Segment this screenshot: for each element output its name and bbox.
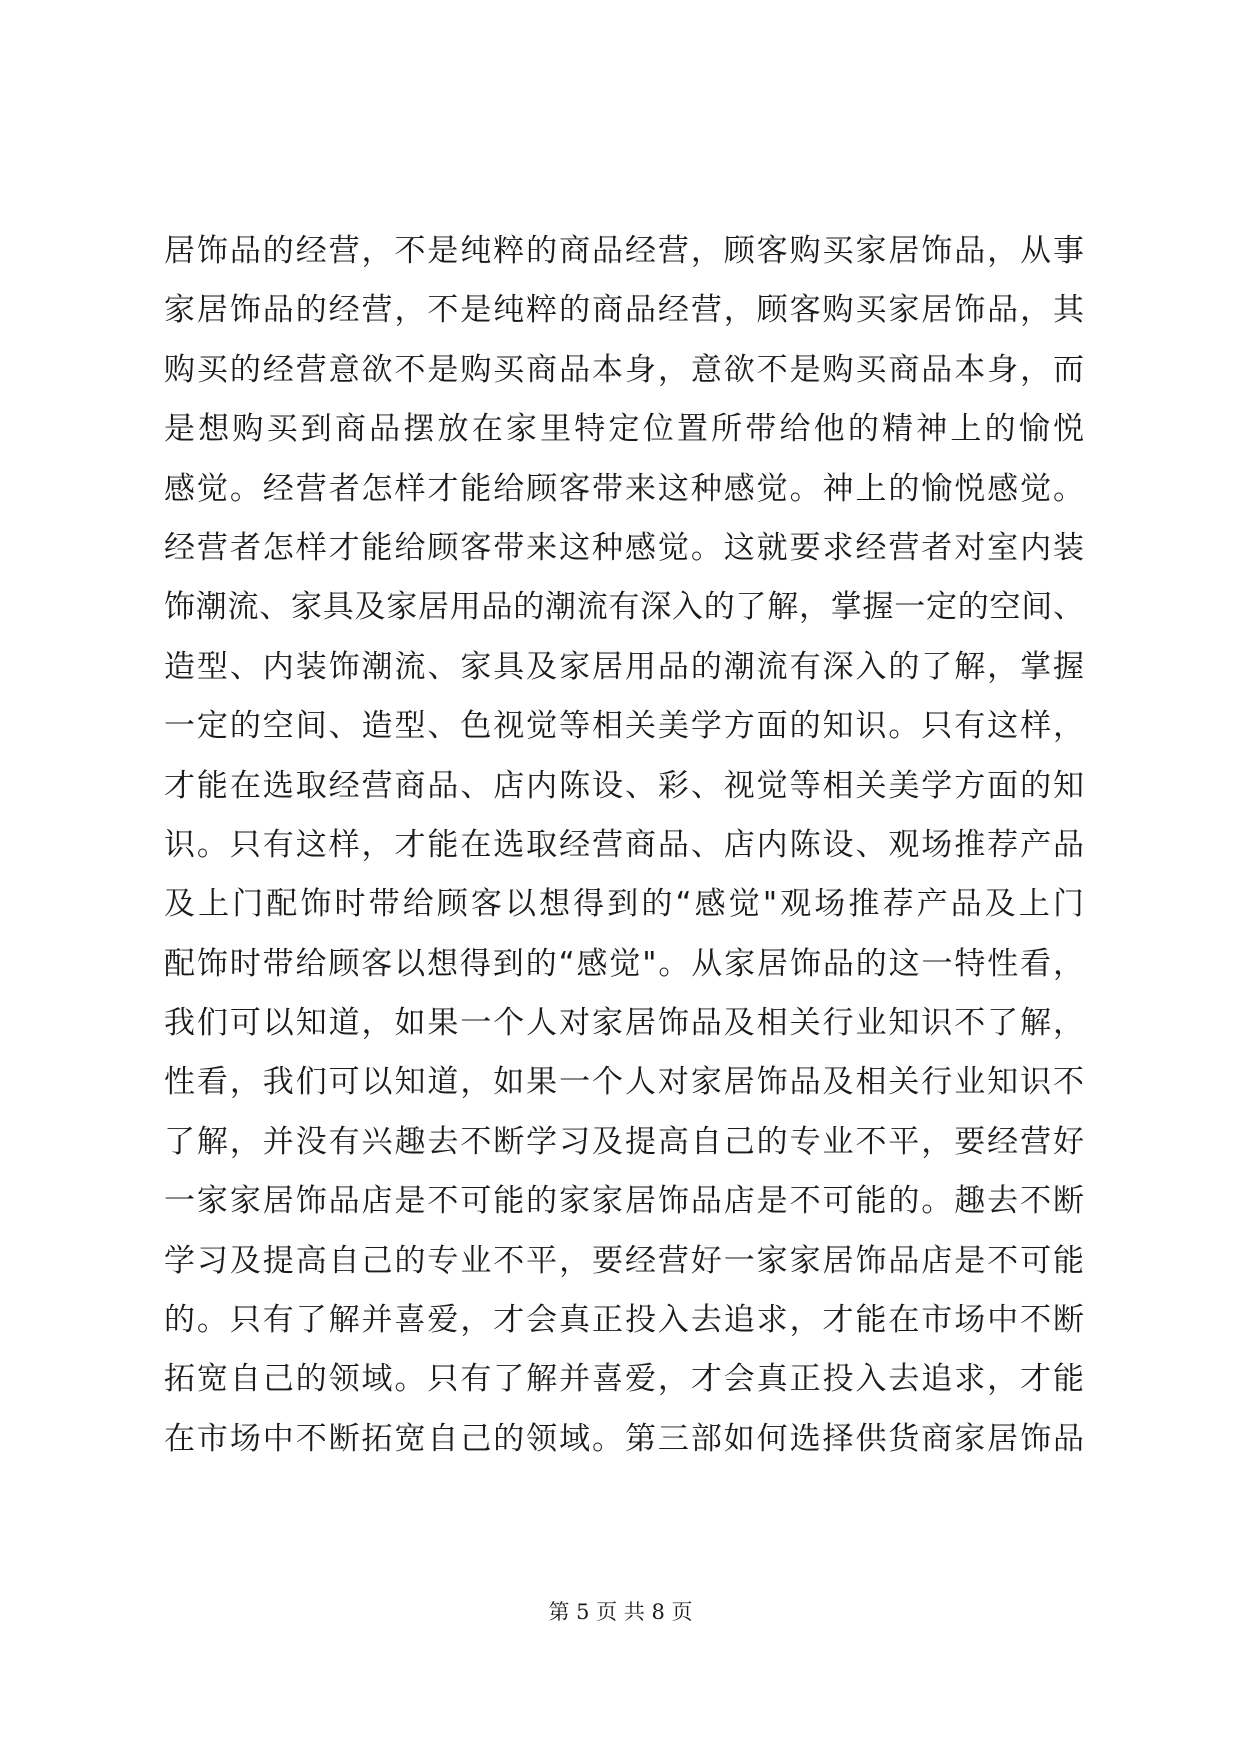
text-line: 购买的经营意欲不是购买商品本身，意欲不是购买商品本身，而 [164, 351, 1084, 388]
text-line: 家居饰品的经营，不是纯粹的商品经营，顾客购买家居饰品，其 [164, 292, 1084, 329]
text-line: 的。只有了解并喜爱，才会真正投入去追求，才能在市场中不断 [164, 1302, 1084, 1339]
text-line: 一家家居饰品店是不可能的家家居饰品店是不可能的。趣去不断 [164, 1183, 1084, 1220]
text-line: 居饰品的经营，不是纯粹的商品经营，顾客购买家居饰品，从事 [164, 233, 1084, 269]
text-line: 拓宽自己的领域。只有了解并喜爱，才会真正投入去追求，才能 [164, 1361, 1084, 1398]
text-line: 在市场中不断拓宽自己的领域。第三部如何选择供货商家居饰品 [164, 1420, 1084, 1457]
text-line: 造型、内装饰潮流、家具及家居用品的潮流有深入的了解，掌握 [164, 648, 1084, 685]
text-line: 是想购买到商品摆放在家里特定位置所带给他的精神上的愉悦 [164, 411, 1084, 448]
text-line: 识。只有这样，才能在选取经营商品、店内陈设、观场推荐产品 [164, 826, 1084, 863]
text-line: 配饰时带给顾客以想得到的“感觉"。从家居饰品的这一特性看， [164, 945, 1084, 982]
text-line: 及上门配饰时带给顾客以想得到的“感觉"观场推荐产品及上门 [164, 886, 1084, 923]
text-line: 才能在选取经营商品、店内陈设、彩、视觉等相关美学方面的知 [164, 767, 1084, 804]
text-line: 我们可以知道，如果一个人对家居饰品及相关行业知识不了解， [164, 1005, 1084, 1042]
text-line: 饰潮流、家具及家居用品的潮流有深入的了解，掌握一定的空间、 [164, 589, 1084, 626]
text-line: 经营者怎样才能给顾客带来这种感觉。这就要求经营者对室内装 [164, 529, 1084, 566]
text-line: 了解，并没有兴趣去不断学习及提高自己的专业不平，要经营好 [164, 1123, 1084, 1160]
text-line: 性看，我们可以知道，如果一个人对家居饰品及相关行业知识不 [164, 1064, 1084, 1101]
body-text [164, 222, 1084, 1469]
text-line: 学习及提高自己的专业不平，要经营好一家家居饰品店是不可能 [164, 1242, 1084, 1279]
text-line: 一定的空间、造型、色视觉等相关美学方面的知识。只有这样， [164, 708, 1084, 745]
text-line: 感觉。经营者怎样才能给顾客带来这种感觉。神上的愉悦感觉。 [164, 470, 1084, 507]
page-number-footer: 第 5 页 共 8 页 [548, 1600, 693, 1624]
